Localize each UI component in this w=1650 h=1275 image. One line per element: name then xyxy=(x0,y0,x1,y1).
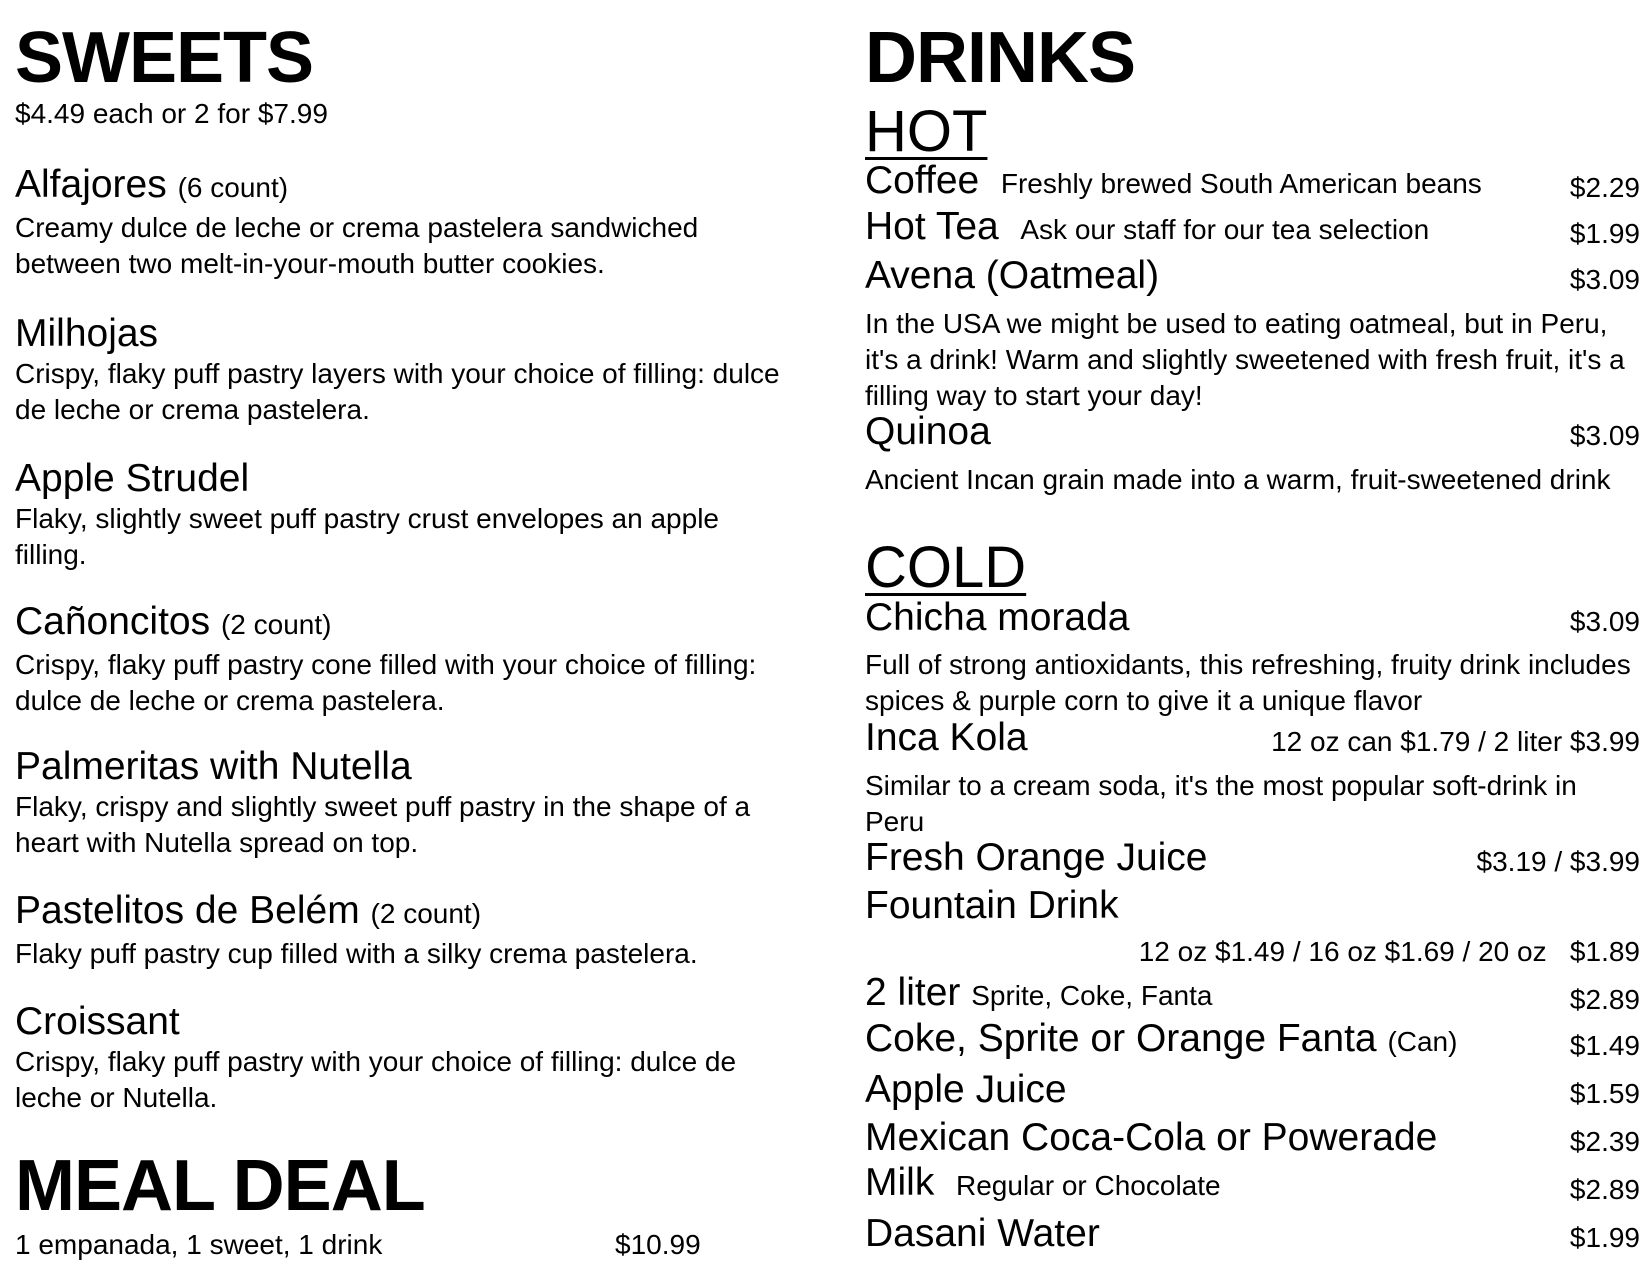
drink-price: $3.09 xyxy=(1569,264,1640,295)
drink-note: Freshly brewed South American beans xyxy=(1000,168,1482,199)
meal-deal-title: MEAL DEAL xyxy=(15,1146,425,1226)
drink-name: Dasani Water xyxy=(865,1212,1100,1255)
drink-price: $2.89 xyxy=(1569,1174,1640,1205)
drink-price: $3.19 / $3.99 xyxy=(1476,846,1640,877)
drink-price: $2.39 xyxy=(1569,1126,1640,1157)
drink-desc-quinoa: Ancient Incan grain made into a warm, fruit-sweetened drink xyxy=(865,464,1611,495)
sweet-item-name: Pastelitos de Belém xyxy=(15,889,360,932)
fountain-size-list: 12 oz $1.49 / 16 oz $1.69 / 20 oz xyxy=(1138,936,1547,967)
drink-desc-inca-kola: Similar to a cream soda, it's the most popular soft-drink in Peru xyxy=(865,770,1577,837)
drink-name: 2 liter xyxy=(865,971,961,1014)
drinks-title: DRINKS xyxy=(865,18,1136,98)
sweet-item-apple-strudel xyxy=(15,457,805,573)
drink-name: Inca Kola xyxy=(865,716,1028,759)
drink-desc-avena: In the USA we might be used to eating oatmeal, but in Peru, it's a drink! Warm and slightly sweetened with fresh fruit, it's a filling way to start your day! xyxy=(865,308,1625,411)
meal-deal-description: 1 empanada, 1 sweet, 1 drink xyxy=(15,1229,383,1260)
sweet-item-name: Cañoncitos xyxy=(15,600,211,643)
drink-note: Ask our staff for our tea selection xyxy=(1020,214,1430,245)
sweet-item-palmeritas xyxy=(15,745,805,861)
sweets-title: SWEETS xyxy=(15,18,314,98)
drink-row-inca-kola xyxy=(865,718,1640,764)
drink-row-can-soda xyxy=(865,1017,1640,1068)
sweet-item-count: (2 count) xyxy=(370,898,482,929)
drink-note: (Can) xyxy=(1387,1026,1458,1057)
drink-name: Coke, Sprite or Orange Fanta xyxy=(865,1017,1377,1060)
sweet-item-desc: Crispy, flaky puff pastry cone filled with your choice of filling: dulce de leche or crema pastelera. xyxy=(15,649,757,716)
drink-name: Avena (Oatmeal) xyxy=(865,254,1160,297)
drink-name: Chicha morada xyxy=(865,596,1130,639)
sweet-item-desc: Creamy dulce de leche or crema pastelera sandwiched between two melt-in-your-mouth butter cookies. xyxy=(15,212,699,279)
drink-row-milk xyxy=(865,1161,1640,1212)
drink-name: Fountain Drink xyxy=(865,884,1119,927)
drink-name: Coffee xyxy=(865,159,980,202)
drink-row-avena xyxy=(865,256,1640,302)
drink-row-mexican-coke xyxy=(865,1118,1640,1164)
drink-price: 12 oz can $1.79 / 2 liter $3.99 xyxy=(1271,726,1640,757)
drink-price: $1.99 xyxy=(1569,1222,1640,1253)
drink-name: Hot Tea xyxy=(865,205,999,248)
sweet-item-name: Palmeritas with Nutella xyxy=(15,745,412,788)
drink-name: Mexican Coca-Cola or Powerade xyxy=(865,1116,1438,1159)
drink-row-quinoa xyxy=(865,412,1640,458)
sweet-item-milhojas xyxy=(15,312,805,428)
sweet-item-name: Milhojas xyxy=(15,312,159,355)
drink-name: Milk xyxy=(865,1161,935,1204)
sweet-item-croissant xyxy=(15,1000,805,1116)
drink-name: Apple Juice xyxy=(865,1068,1067,1111)
hot-heading: HOT xyxy=(865,99,988,164)
sweet-item-alfajores xyxy=(15,163,805,282)
meal-deal-price: $10.99 xyxy=(615,1229,701,1260)
sweet-item-count: (2 count) xyxy=(220,609,332,640)
drink-name: Quinoa xyxy=(865,410,991,453)
sweet-item-name: Croissant xyxy=(15,1000,180,1043)
drink-row-orange-juice xyxy=(865,838,1640,884)
drink-row-dasani-water xyxy=(865,1214,1640,1260)
drink-desc-chicha-morada: Full of strong antioxidants, this refreshing, fruity drink includes spices & purple corn to give it a unique flavor xyxy=(865,649,1631,716)
drink-price: $1.59 xyxy=(1569,1078,1640,1109)
sweet-item-desc: Flaky puff pastry cup filled with a silky crema pastelera. xyxy=(15,938,698,969)
drink-price: $1.49 xyxy=(1569,1030,1640,1061)
drink-note: Regular or Chocolate xyxy=(956,1170,1221,1201)
sweet-item-desc: Crispy, flaky puff pastry layers with your choice of filling: dulce de leche or crema pastelera. xyxy=(15,358,780,425)
drink-price: $3.09 xyxy=(1569,420,1640,451)
drink-price: $2.89 xyxy=(1569,984,1640,1015)
sweet-item-desc: Flaky, crispy and slightly sweet puff pastry in the shape of a heart with Nutella spread on top. xyxy=(15,791,751,858)
drink-price: $3.09 xyxy=(1569,606,1640,637)
sweets-price: $4.49 each or 2 for $7.99 xyxy=(15,98,328,129)
drink-price: $1.99 xyxy=(1569,218,1640,249)
drink-row-fountain xyxy=(865,886,1640,932)
drink-price: $2.29 xyxy=(1569,172,1640,203)
drink-row-hot-tea xyxy=(865,205,1640,256)
sweet-item-count: (6 count) xyxy=(177,172,289,203)
sweet-item-name: Apple Strudel xyxy=(15,457,250,500)
drink-name: Fresh Orange Juice xyxy=(865,836,1208,879)
drink-row-chicha-morada xyxy=(865,598,1640,644)
cold-heading: COLD xyxy=(865,535,1027,600)
fountain-sizes xyxy=(865,936,1640,968)
drink-row-apple-juice xyxy=(865,1070,1640,1116)
sweet-item-name: Alfajores xyxy=(15,163,167,206)
sweet-item-desc: Flaky, slightly sweet puff pastry crust envelopes an apple filling. xyxy=(15,503,719,570)
drink-row-coffee xyxy=(865,159,1640,210)
sweet-item-pastelitos xyxy=(15,889,805,972)
sweet-item-desc: Crispy, flaky puff pastry with your choice of filling: dulce de leche or Nutella. xyxy=(15,1046,737,1113)
sweet-item-canoncitos xyxy=(15,600,805,719)
drink-row-2-liter xyxy=(865,971,1640,1022)
drink-price: $1.89 xyxy=(1569,936,1640,967)
drink-note: Sprite, Coke, Fanta xyxy=(971,980,1213,1011)
